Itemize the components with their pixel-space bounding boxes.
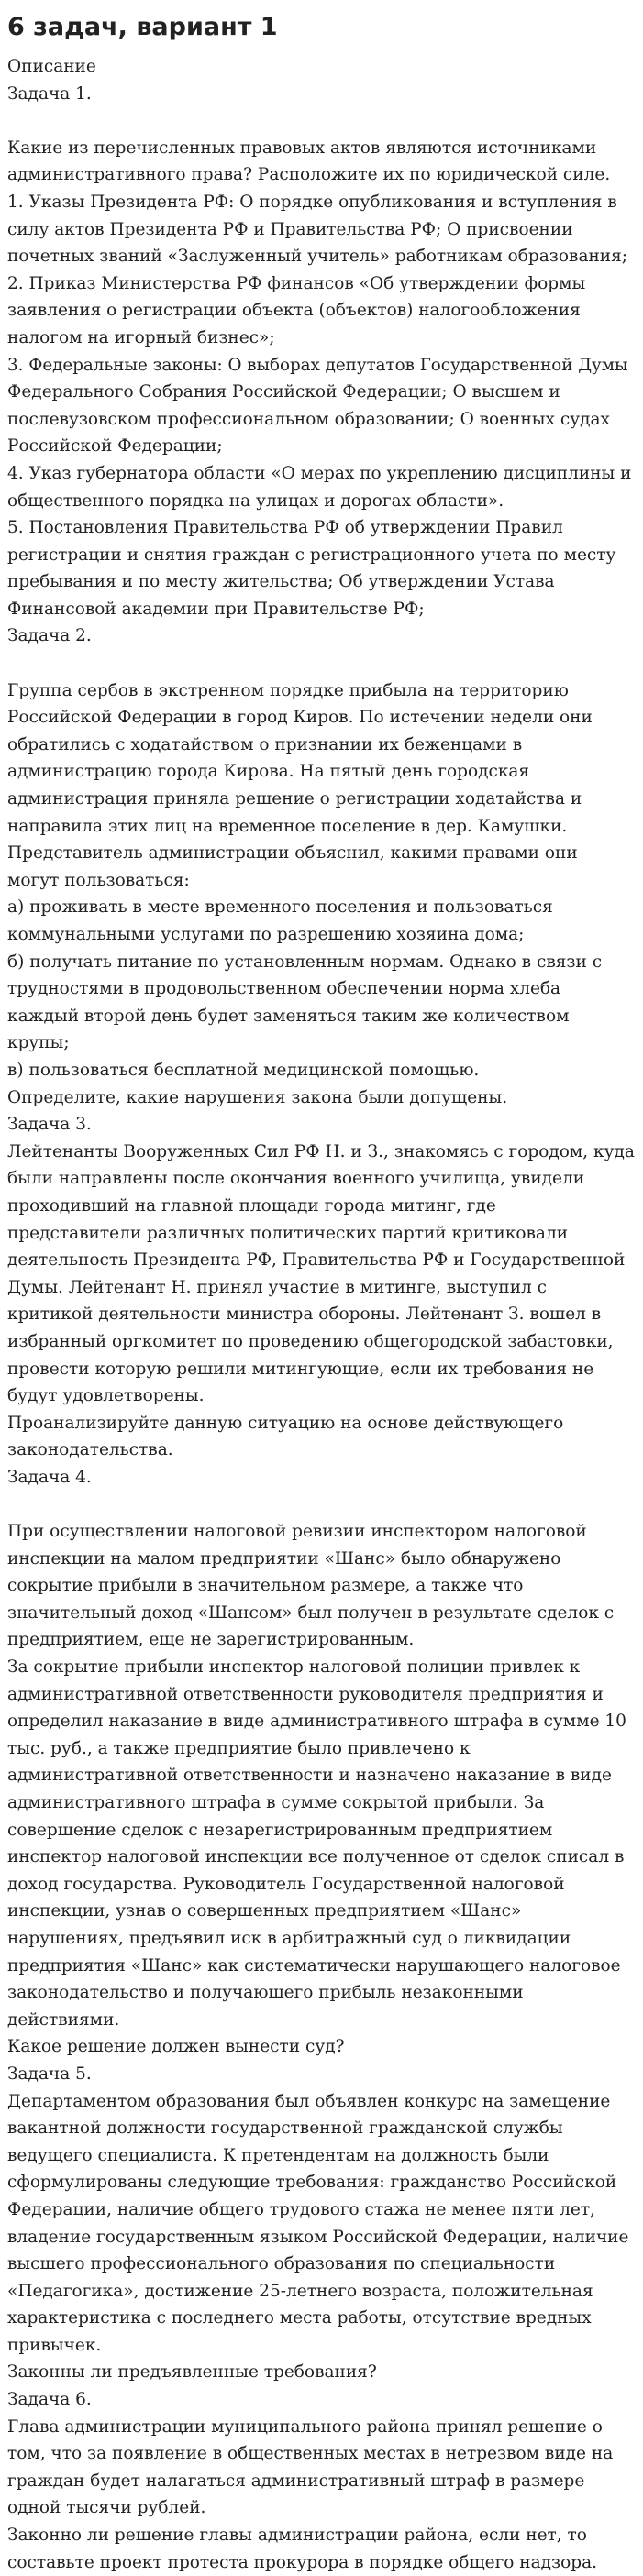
text-line: составьте проект протеста прокурора в порядке общего надзора.: [7, 2552, 598, 2572]
text-line: предприятием, еще не зарегистрированным.: [7, 1630, 415, 1650]
text-line: определил наказание в виде административного штрафа в сумме 10: [7, 1712, 626, 1732]
text-line: граждан будет налагаться административный штраф в размере: [7, 2471, 585, 2491]
text-line: Группа сербов в экстренном порядке прибыла на территорию: [7, 680, 569, 700]
text-line: высшего профессионального образования по специальности: [7, 2254, 556, 2274]
text-line: Какие из перечисленных правовых актов являются источниками: [7, 138, 597, 158]
text-line: административной ответственности и назначено наказание в виде: [7, 1766, 612, 1786]
page-title: 6 задач, вариант 1: [7, 13, 278, 41]
text-line: административной ответственности руководителя предприятия и: [7, 1684, 604, 1704]
text-line: деятельность Президента РФ, Правительства РФ и Государственной: [7, 1250, 626, 1271]
task-heading: Задача 6.: [7, 2390, 92, 2410]
text-line: б) получать питание по установленным нормам. Однако в связи с: [7, 952, 603, 972]
text-line: регистрации и снятия граждан с регистрационного учета по месту: [7, 545, 616, 565]
text-line: владение государственным языком Российской Федерации, наличие: [7, 2227, 629, 2247]
blank-line: [7, 650, 636, 677]
text-line: будут удовлетворены.: [7, 1386, 205, 1406]
text-line: заявления о регистрации объекта (объектов) налогообложения: [7, 301, 581, 321]
text-line: в) пользоваться бесплатной медицинской помощью.: [7, 1060, 480, 1080]
text-line: Законны ли предъявленные требования?: [7, 2362, 377, 2383]
task-heading: Задача 1.: [7, 83, 92, 104]
text-line: При осуществлении налоговой ревизии инспектором налоговой: [7, 1522, 587, 1542]
text-line: а) проживать в месте временного поселения и пользоваться: [7, 897, 553, 918]
text-line: Финансовой академии при Правительстве РФ;: [7, 599, 425, 619]
text-line: «Педагогика», достижение 25-летнего возраста, положительная: [7, 2281, 593, 2301]
text-line: административного права? Расположите их по юридической силе.: [7, 165, 611, 185]
text-line: Лейтенанты Вооруженных Сил РФ Н. и З., знакомясь с городом, куда: [7, 1141, 635, 1161]
task-heading: Задача 3.: [7, 1115, 92, 1135]
text-line: сформулированы следующие требования: гражданство Российской: [7, 2173, 617, 2193]
text-line: Законно ли решение главы администрации района, если нет, то: [7, 2526, 587, 2546]
text-line: администрация приняла решение о регистрации ходатайства и: [7, 789, 582, 809]
text-line: том, что за появление в общественных местах в нетрезвом виде на: [7, 2444, 614, 2464]
text-line: 5. Постановления Правительства РФ об утверждении Правил: [7, 518, 563, 538]
text-line: ведущего специалиста. К претендентам на должность были: [7, 2145, 549, 2165]
text-line: Глава администрации муниципального района принял решение о: [7, 2416, 603, 2437]
text-line: действиями.: [7, 2009, 120, 2030]
text-line: трудностями в продовольственном обеспечении норма хлеба: [7, 979, 561, 999]
text-line: проходивший на главной площади города митинг, где: [7, 1195, 496, 1216]
text-line: коммунальными услугами по разрешению хозяина дома;: [7, 925, 525, 944]
text-line: Департаментом образования был объявлен конкурс на замещение: [7, 2091, 611, 2111]
text-line: критикой деятельности министра обороны. Лейтенант З. вошел в: [7, 1305, 602, 1325]
task-heading: Задача 5.: [7, 2064, 92, 2084]
text-line: Проанализируйте данную ситуацию на основе действующего: [7, 1413, 564, 1433]
text-line: крупы;: [7, 1033, 70, 1053]
text-line: были направлены после окончания военного училища, увидели: [7, 1169, 585, 1189]
text-line: тыс. руб., а также предприятие было привлечено к: [7, 1738, 471, 1758]
text-line: нарушениях, предъявил иск в арбитражный суд о ликвидации: [7, 1928, 571, 1948]
text-line: Российской Федерации;: [7, 436, 223, 457]
text-line: административного штрафа в сумме сокрытой прибыли. За: [7, 1793, 545, 1812]
text-line: вакантной должности государственной гражданской службы: [7, 2119, 563, 2139]
text-line: 2. Приказ Министерства РФ финансов «Об утверждении формы: [7, 273, 586, 293]
text-line: сокрытие прибыли в значительном размере, а также что: [7, 1576, 524, 1596]
text-line: пребывания и по месту жительства; Об утверждении Устава: [7, 572, 555, 592]
text-line: обратились с ходатайством о признании их беженцами в: [7, 734, 523, 754]
text-line: значительный доход «Шансом» был получен в результате сделок с: [7, 1602, 615, 1623]
text-line: послевузовском профессиональном образовании; О военных судах: [7, 409, 610, 429]
text-line: совершение сделок с незарегистрированным предприятием: [7, 1820, 553, 1840]
task-heading: Задача 4.: [7, 1467, 92, 1487]
text-line: Федерального Собрания Российской Федерации; О высшем и: [7, 382, 560, 402]
text-line: представители различных политических партий критиковали: [7, 1223, 569, 1243]
text-line: инспектор налоговой инспекции все полученное от сделок списал в: [7, 1847, 625, 1867]
blank-line: [7, 107, 636, 135]
blank-line: [7, 1491, 636, 1518]
text-line: законодательства.: [7, 1440, 173, 1460]
text-line: Определите, какие нарушения закона были допущены.: [7, 1087, 508, 1107]
document-body: [7, 53, 636, 2576]
text-line: За сокрытие прибыли инспектор налоговой полиции привлек к: [7, 1657, 581, 1678]
text-line: привычек.: [7, 2335, 102, 2355]
text-line: общественного порядка на улицах и дорогах области».: [7, 490, 504, 511]
text-line: доход государства. Руководитель Государственной налоговой: [7, 1874, 565, 1894]
text-line: могут пользоваться:: [7, 870, 190, 890]
text-line: характеристика с последнего места работы, отсутствие вредных: [7, 2308, 592, 2328]
text-line: законодательство и получающего прибыль незаконными: [7, 1983, 524, 2003]
text-line: налогом на игорный бизнес»;: [7, 327, 275, 347]
text-line: Российской Федерации в город Киров. По истечении недели они: [7, 708, 593, 728]
text-line: инспекции на малом предприятии «Шанс» было обнаружено: [7, 1548, 561, 1569]
text-line: Федерации, наличие общего трудового стажа не менее пяти лет,: [7, 2199, 595, 2219]
text-line: инспекции, узнав о совершенных предприятием «Шанс»: [7, 1901, 522, 1921]
text-line: Думы. Лейтенант Н. принял участие в митинге, выступил с: [7, 1277, 548, 1297]
text-line: провести которую решили митингующие, если их требования не: [7, 1359, 594, 1379]
text-line: предприятия «Шанс» как систематически нарушающего налоговое: [7, 1955, 621, 1976]
text-line: каждый второй день будет заменяться таким же количеством: [7, 1006, 570, 1026]
text-line: 1. Указы Президента РФ: О порядке опубликования и вступления в: [7, 192, 617, 212]
text-line: одной тысячи рублей.: [7, 2498, 206, 2518]
text-line: Какое решение должен вынести суд?: [7, 2037, 345, 2057]
text-line: Представитель администрации объяснил, какими правами они: [7, 843, 578, 864]
text-line: 4. Указ губернатора области «О мерах по укреплению дисциплины и: [7, 463, 632, 483]
text-line: администрацию города Кирова. На пятый день городская: [7, 762, 530, 782]
task-heading: Задача 2.: [7, 626, 92, 646]
text-line: силу актов Президента РФ и Правительства РФ; О присвоении: [7, 219, 573, 239]
text-line: почетных званий «Заслуженный учитель» работникам образования;: [7, 247, 628, 267]
text-line: 3. Федеральные законы: О выборах депутатов Государственной Думы: [7, 355, 628, 375]
text-line: направила этих лиц на временное поселение в дер. Камушки.: [7, 816, 568, 836]
text-line: избранный оргкомитет по проведению общегородской забастовки,: [7, 1331, 614, 1351]
text-line: Описание: [7, 57, 96, 76]
